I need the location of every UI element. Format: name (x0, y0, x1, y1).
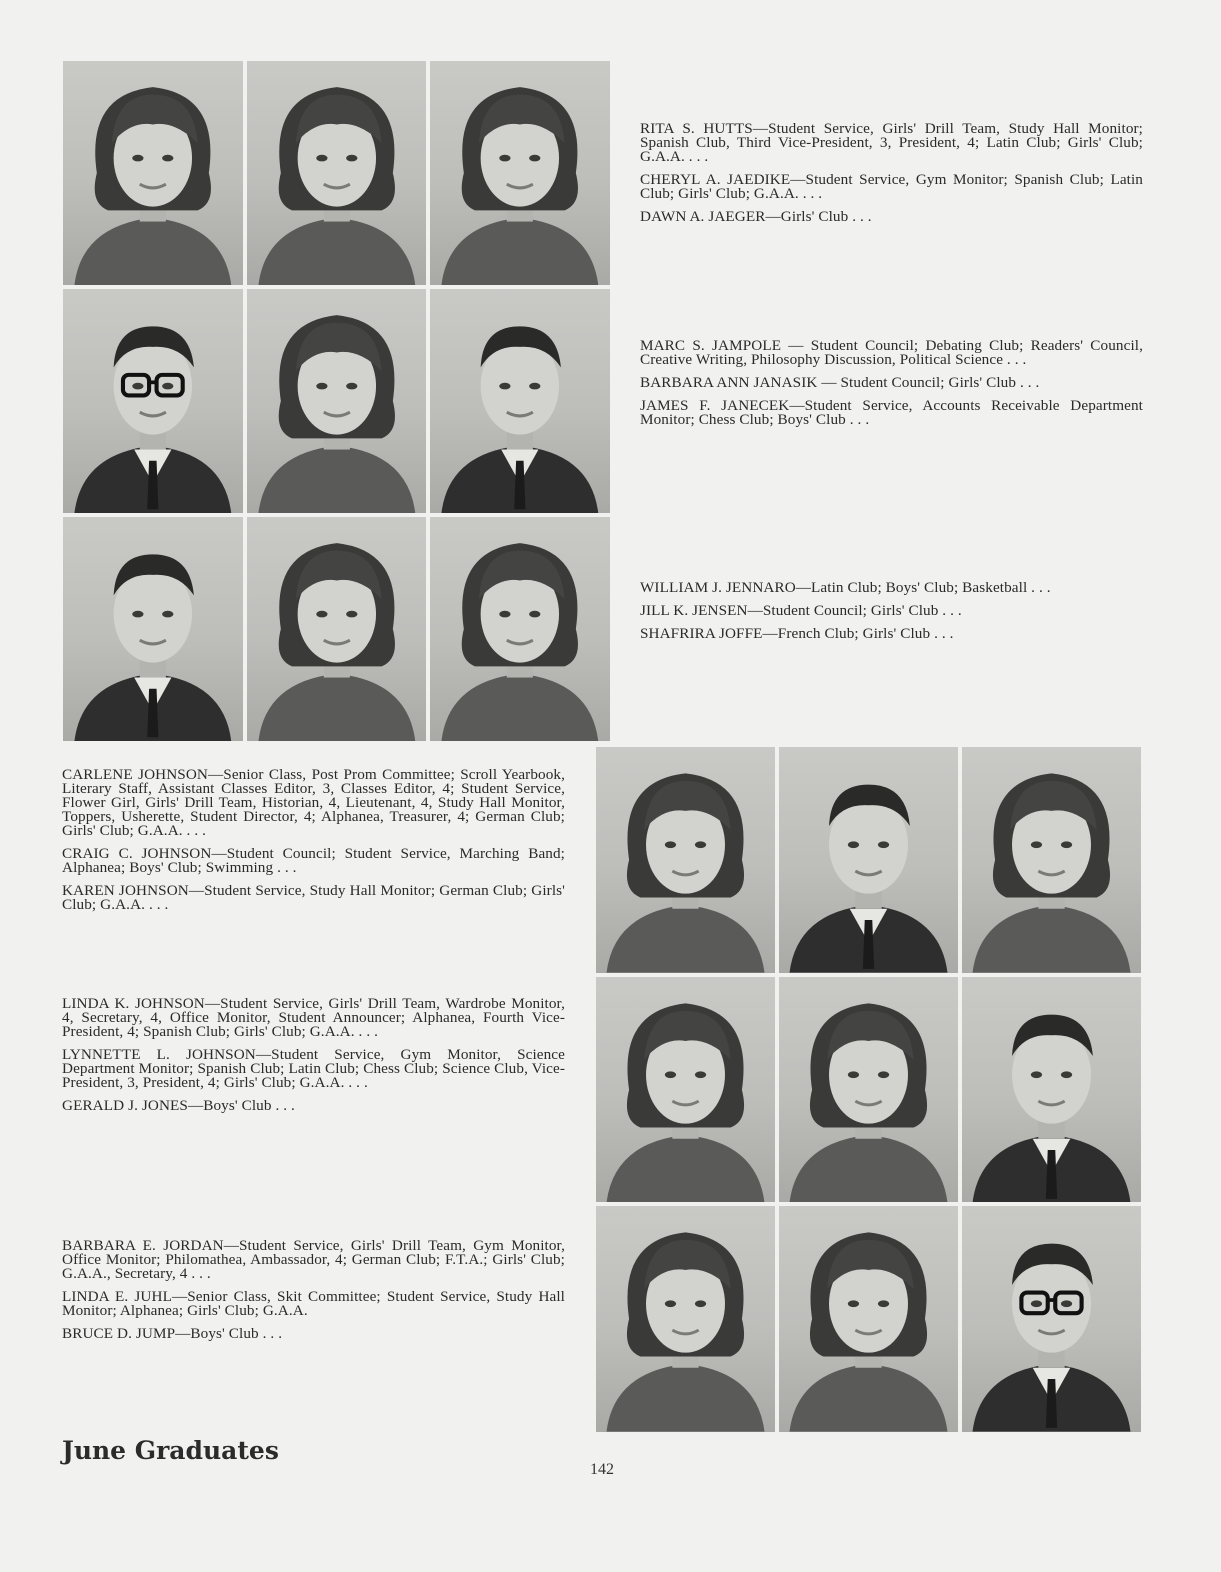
bio-marc-jampole: MARC S. JAMPOLE — Student Council; Debating Club; Readers' Council, Creative Writing, Philosophy Discussion, Political Science . . . (640, 337, 1143, 368)
section-title: June Graduates (62, 1436, 279, 1465)
bio-barbara-janasik: BARBARA ANN JANASIK — Student Council; Girls' Club . . . (640, 374, 1040, 391)
bottom-portrait-6 (962, 977, 1141, 1203)
bottom-portrait-8 (779, 1206, 958, 1432)
top-photo-grid (63, 61, 610, 741)
bio-karen-johnson: KAREN JOHNSON—Student Service, Study Hall Monitor; German Club; Girls' Club; G.A.A. . . . (62, 882, 565, 913)
bio-bruce-jump: BRUCE D. JUMP—Boys' Club . . . (62, 1325, 283, 1342)
bio-lynnette-johnson: LYNNETTE L. JOHNSON—Student Service, Gym Monitor, Science Department Monitor; Spanish Club; Latin Club; Chess Club; Science Club, Vice-President, 3, President, 4; Girls' Club; G.A.A. . . . (62, 1046, 565, 1091)
top-portrait-2 (247, 61, 427, 285)
bio-linda-k-johnson: LINDA K. JOHNSON—Student Service, Girls' Drill Team, Wardrobe Monitor, 4, Secretary, 4, Office Monitor, Student Announcer; Alphanea, Fourth Vice-President, 4; Spanish Club; Girls' Club; G.A.A. . . . (62, 995, 565, 1040)
bio-group-2 (640, 339, 1143, 436)
bio-group-1 (640, 122, 1143, 233)
bio-william-jennaro: WILLIAM J. JENNARO—Latin Club; Boys' Club; Basketball . . . (640, 579, 1051, 596)
bottom-portrait-2 (779, 747, 958, 973)
bio-dawn-jaeger: DAWN A. JAEGER—Girls' Club . . . (640, 208, 872, 225)
bio-barbara-jordan: BARBARA E. JORDAN—Student Service, Girls' Drill Team, Gym Monitor, Office Monitor; Philomathea, Ambassador, 4; German Club; F.T.A.; Girls' Club; G.A.A., Secretary, 4 . . . (62, 1237, 565, 1282)
top-portrait-1 (63, 61, 243, 285)
bottom-photo-grid (596, 747, 1141, 1432)
bio-shafrira-joffe: SHAFRIRA JOFFE—French Club; Girls' Club . . . (640, 625, 954, 642)
bottom-portrait-3 (962, 747, 1141, 973)
bio-craig-johnson: CRAIG C. JOHNSON—Student Council; Student Service, Marching Band; Alphanea; Boys' Club; Swimming . . . (62, 845, 565, 876)
bio-group-6 (62, 1239, 565, 1350)
top-portrait-9 (430, 517, 610, 741)
bottom-portrait-1 (596, 747, 775, 973)
bio-group-5 (62, 997, 565, 1122)
bottom-portrait-5 (779, 977, 958, 1203)
bio-gerald-jones: GERALD J. JONES—Boys' Club . . . (62, 1097, 295, 1114)
bio-jill-jensen: JILL K. JENSEN—Student Council; Girls' Club . . . (640, 602, 962, 619)
top-portrait-5 (247, 289, 427, 513)
bottom-portrait-7 (596, 1206, 775, 1432)
top-portrait-8 (247, 517, 427, 741)
top-portrait-6 (430, 289, 610, 513)
top-portrait-4 (63, 289, 243, 513)
bio-linda-juhl: LINDA E. JUHL—Senior Class, Skit Committee; Student Service, Study Hall Monitor; Alphanea; Girls' Club; G.A.A. (62, 1288, 565, 1319)
bio-group-4 (62, 768, 565, 921)
bio-rita-hutts: RITA S. HUTTS—Student Service, Girls' Drill Team, Study Hall Monitor; Spanish Club, Third Vice-President, 3, President, 4; Latin Club; Girls' Club; G.A.A. . . . (640, 120, 1143, 165)
bio-carlene-johnson: CARLENE JOHNSON—Senior Class, Post Prom Committee; Scroll Yearbook, Literary Staff, Assistant Classes Editor, 3, Classes Editor, 4; Student Service, Flower Girl, Girls' Drill Team, Historian, 4, Lieutenant, 4, Study Hall Monitor, Toppers, Usherette, Student Director, 4; Alphanea, Treasurer, 4; German Club; Girls' Club; G.A.A. . . . (62, 766, 565, 839)
bottom-portrait-9 (962, 1206, 1141, 1432)
top-portrait-7 (63, 517, 243, 741)
bio-james-janecek: JAMES F. JANECEK—Student Service, Accounts Receivable Department Monitor; Chess Club; Boys' Club . . . (640, 397, 1143, 428)
bio-cheryl-jaedike: CHERYL A. JAEDIKE—Student Service, Gym Monitor; Spanish Club; Latin Club; Girls' Club; G.A.A. . . . (640, 171, 1143, 202)
bottom-portrait-4 (596, 977, 775, 1203)
page-number: 142 (590, 1461, 614, 1478)
top-portrait-3 (430, 61, 610, 285)
bio-group-3 (640, 581, 1143, 650)
